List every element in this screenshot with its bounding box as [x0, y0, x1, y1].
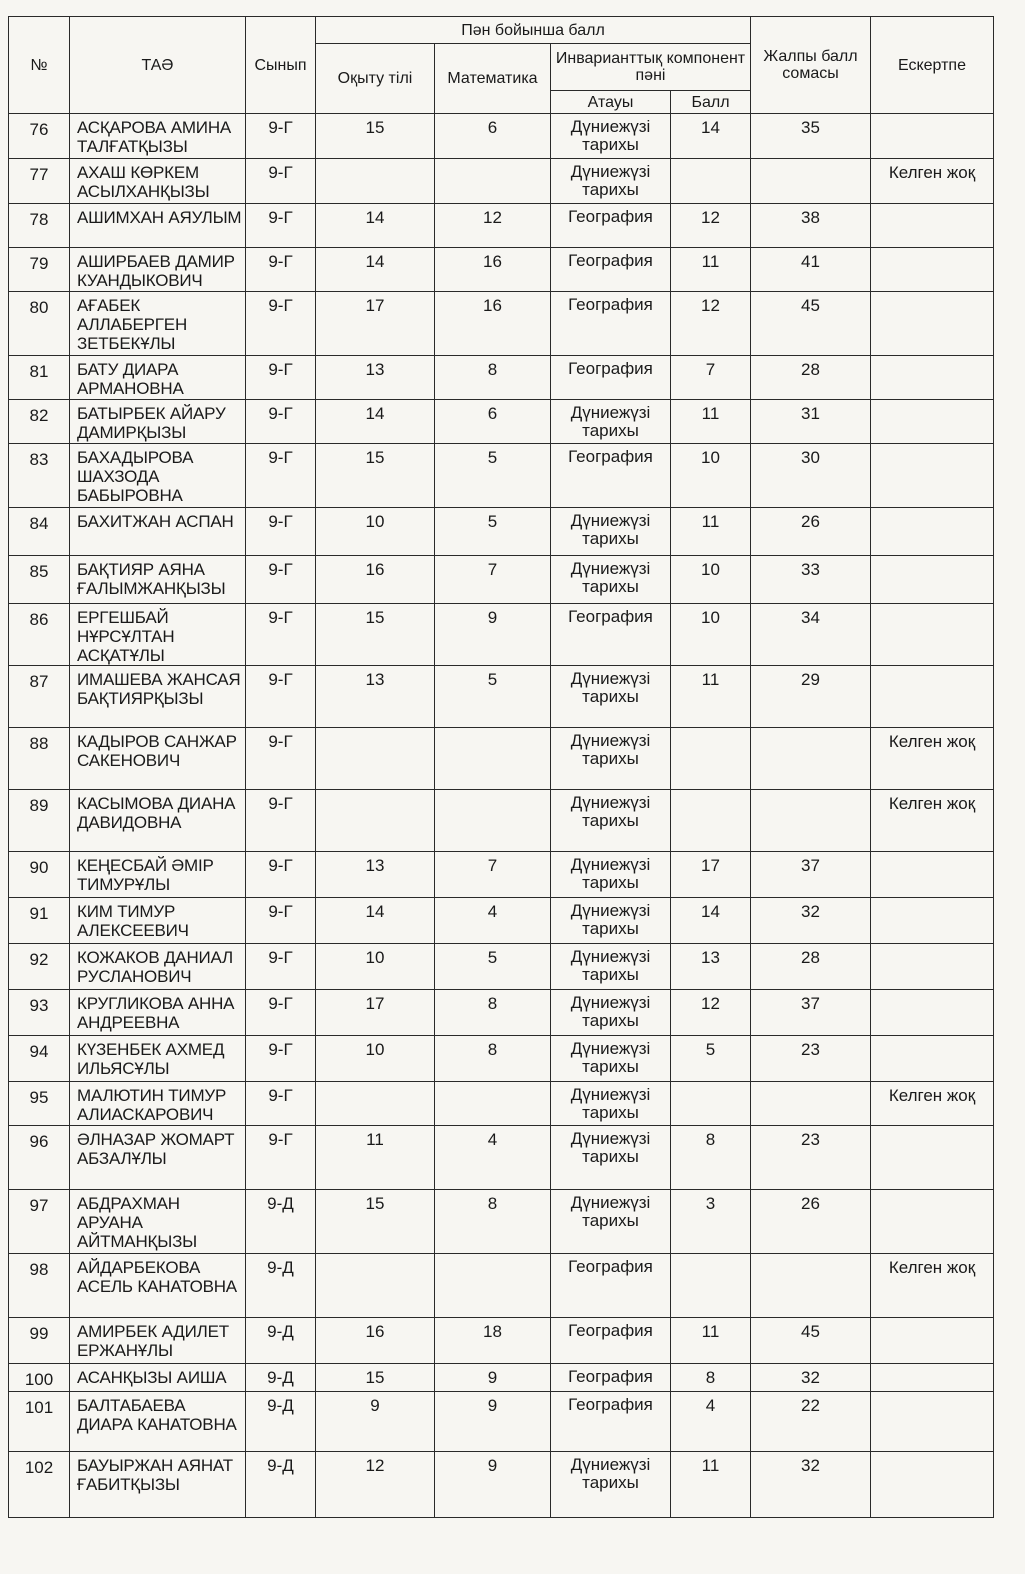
language-score: 17: [316, 990, 435, 1036]
invariant-subject: География: [551, 1392, 671, 1452]
total-score: 41: [751, 248, 871, 292]
language-score: 14: [316, 204, 435, 248]
math-score: 7: [435, 556, 551, 604]
invariant-subject: География: [551, 248, 671, 292]
row-number: 83: [9, 444, 70, 508]
language-score: 15: [316, 1364, 435, 1392]
total-score: 28: [751, 944, 871, 990]
row-number: 90: [9, 852, 70, 898]
class-cell: 9-Г: [246, 604, 316, 666]
language-score: 10: [316, 944, 435, 990]
note-cell: [871, 1036, 994, 1082]
table-row: [9, 990, 994, 1036]
row-number: 77: [9, 159, 70, 204]
math-score: 6: [435, 400, 551, 444]
invariant-subject: Дүниежүзі тарихы: [551, 790, 671, 852]
invariant-score: 11: [671, 400, 751, 444]
math-score: 9: [435, 604, 551, 666]
row-number: 81: [9, 356, 70, 400]
table-row: [9, 944, 994, 990]
total-score: 22: [751, 1392, 871, 1452]
invariant-subject: География: [551, 1318, 671, 1364]
invariant-subject: Дүниежүзі тарихы: [551, 114, 671, 159]
language-score: 16: [316, 1318, 435, 1364]
class-cell: 9-Г: [246, 204, 316, 248]
student-name: ӘЛНАЗАР ЖОМАРТ АБЗАЛҰЛЫ: [70, 1126, 246, 1190]
row-number: 84: [9, 508, 70, 556]
row-number: 87: [9, 666, 70, 728]
total-score: 30: [751, 444, 871, 508]
row-number: 100: [9, 1364, 70, 1392]
math-score: [435, 159, 551, 204]
student-name: БАТУ ДИАРА АРМАНОВНА: [70, 356, 246, 400]
language-score: 15: [316, 444, 435, 508]
student-name: АЙДАРБЕКОВА АСЕЛЬ КАНАТОВНА: [70, 1254, 246, 1318]
total-score: 29: [751, 666, 871, 728]
language-score: 15: [316, 1190, 435, 1254]
table-row: [9, 1318, 994, 1364]
note-cell: [871, 508, 994, 556]
note-cell: [871, 1126, 994, 1190]
invariant-score: [671, 1082, 751, 1126]
total-score: 37: [751, 852, 871, 898]
row-number: 102: [9, 1452, 70, 1518]
student-name: АСҚАРОВА АМИНА ТАЛҒАТҚЫЗЫ: [70, 114, 246, 159]
language-score: 17: [316, 292, 435, 356]
invariant-subject: География: [551, 204, 671, 248]
math-score: 9: [435, 1452, 551, 1518]
invariant-score: 11: [671, 666, 751, 728]
invariant-subject: Дүниежүзі тарихы: [551, 1190, 671, 1254]
invariant-score: 14: [671, 898, 751, 944]
row-number: 92: [9, 944, 70, 990]
math-score: 7: [435, 852, 551, 898]
invariant-subject: Дүниежүзі тарихы: [551, 508, 671, 556]
math-score: 4: [435, 898, 551, 944]
language-score: 16: [316, 556, 435, 604]
student-name: БАҚТИЯР АЯНА ҒАЛЫМЖАНҚЫЗЫ: [70, 556, 246, 604]
math-score: 12: [435, 204, 551, 248]
language-score: 10: [316, 1036, 435, 1082]
note-cell: Келген жоқ: [871, 1082, 994, 1126]
language-score: 11: [316, 1126, 435, 1190]
student-name: КРУГЛИКОВА АННА АНДРЕЕВНА: [70, 990, 246, 1036]
table-row: [9, 728, 994, 790]
note-cell: [871, 400, 994, 444]
class-cell: 9-Г: [246, 556, 316, 604]
invariant-subject: Дүниежүзі тарихы: [551, 852, 671, 898]
row-number: 96: [9, 1126, 70, 1190]
total-score: [751, 159, 871, 204]
student-name: КАСЫМОВА ДИАНА ДАВИДОВНА: [70, 790, 246, 852]
total-score: 32: [751, 1364, 871, 1392]
student-name: БАЛТАБАЕВА ДИАРА КАНАТОВНА: [70, 1392, 246, 1452]
table-row: [9, 204, 994, 248]
student-name: ЕРГЕШБАЙ НҰРСҰЛТАН АСҚАТҰЛЫ: [70, 604, 246, 666]
table-row: [9, 852, 994, 898]
header-total: Жалпы балл сомасы: [751, 17, 871, 114]
total-score: 23: [751, 1126, 871, 1190]
row-number: 82: [9, 400, 70, 444]
math-score: 8: [435, 990, 551, 1036]
language-score: 13: [316, 356, 435, 400]
note-cell: [871, 114, 994, 159]
total-score: 32: [751, 1452, 871, 1518]
results-sheet: [8, 16, 993, 1518]
invariant-score: 8: [671, 1364, 751, 1392]
invariant-score: 4: [671, 1392, 751, 1452]
invariant-subject: География: [551, 1254, 671, 1318]
student-name: ИМАШЕВА ЖАНСАЯ БАҚТИЯРҚЫЗЫ: [70, 666, 246, 728]
language-score: 14: [316, 400, 435, 444]
note-cell: Келген жоқ: [871, 159, 994, 204]
header-no: №: [9, 17, 70, 114]
math-score: 6: [435, 114, 551, 159]
student-name: КҮЗЕНБЕК АХМЕД ИЛЬЯСҰЛЫ: [70, 1036, 246, 1082]
math-score: [435, 1082, 551, 1126]
note-cell: [871, 204, 994, 248]
header-invariant-score: Балл: [671, 91, 751, 114]
header-note: Ескертпе: [871, 17, 994, 114]
table-header: [9, 17, 994, 114]
math-score: 5: [435, 944, 551, 990]
student-name: АШИМХАН АЯУЛЫМ: [70, 204, 246, 248]
results-table: [8, 16, 994, 1518]
total-score: 32: [751, 898, 871, 944]
total-score: 28: [751, 356, 871, 400]
language-score: [316, 159, 435, 204]
table-row: [9, 898, 994, 944]
total-score: 26: [751, 1190, 871, 1254]
note-cell: [871, 990, 994, 1036]
invariant-score: 8: [671, 1126, 751, 1190]
invariant-score: 10: [671, 444, 751, 508]
note-cell: [871, 1364, 994, 1392]
math-score: [435, 790, 551, 852]
table-row: [9, 444, 994, 508]
student-name: КИМ ТИМУР АЛЕКСЕЕВИЧ: [70, 898, 246, 944]
invariant-subject: Дүниежүзі тарихы: [551, 556, 671, 604]
invariant-score: 11: [671, 1318, 751, 1364]
invariant-score: 12: [671, 292, 751, 356]
note-cell: [871, 556, 994, 604]
math-score: 5: [435, 508, 551, 556]
row-number: 86: [9, 604, 70, 666]
invariant-score: 12: [671, 204, 751, 248]
row-number: 97: [9, 1190, 70, 1254]
invariant-subject: Дүниежүзі тарихы: [551, 666, 671, 728]
invariant-score: 14: [671, 114, 751, 159]
row-number: 76: [9, 114, 70, 159]
row-number: 85: [9, 556, 70, 604]
note-cell: Келген жоқ: [871, 1254, 994, 1318]
student-name: АСАНҚЫЗЫ АИША: [70, 1364, 246, 1392]
total-score: [751, 728, 871, 790]
table-row: [9, 159, 994, 204]
note-cell: Келген жоқ: [871, 790, 994, 852]
total-score: 37: [751, 990, 871, 1036]
table-row: [9, 604, 994, 666]
invariant-score: 5: [671, 1036, 751, 1082]
total-score: 35: [751, 114, 871, 159]
row-number: 94: [9, 1036, 70, 1082]
table-row: [9, 508, 994, 556]
class-cell: 9-Г: [246, 666, 316, 728]
class-cell: 9-Г: [246, 1082, 316, 1126]
invariant-score: 3: [671, 1190, 751, 1254]
language-score: 13: [316, 852, 435, 898]
note-cell: [871, 944, 994, 990]
student-name: КЕҢЕСБАЙ ӘМІР ТИМУРҰЛЫ: [70, 852, 246, 898]
invariant-subject: География: [551, 1364, 671, 1392]
invariant-score: 7: [671, 356, 751, 400]
invariant-score: 11: [671, 248, 751, 292]
note-cell: [871, 1318, 994, 1364]
row-number: 93: [9, 990, 70, 1036]
language-score: 15: [316, 604, 435, 666]
table-row: [9, 1392, 994, 1452]
total-score: [751, 1254, 871, 1318]
class-cell: 9-Г: [246, 356, 316, 400]
language-score: 10: [316, 508, 435, 556]
invariant-subject: Дүниежүзі тарихы: [551, 1036, 671, 1082]
row-number: 79: [9, 248, 70, 292]
language-score: 15: [316, 114, 435, 159]
math-score: 16: [435, 248, 551, 292]
math-score: 18: [435, 1318, 551, 1364]
class-cell: 9-Г: [246, 944, 316, 990]
header-name: ТАӘ: [70, 17, 246, 114]
math-score: 16: [435, 292, 551, 356]
language-score: 9: [316, 1392, 435, 1452]
table-row: [9, 790, 994, 852]
invariant-subject: Дүниежүзі тарихы: [551, 1082, 671, 1126]
class-cell: 9-Д: [246, 1318, 316, 1364]
header-math: Математика: [435, 44, 551, 114]
table-body: [9, 114, 994, 1518]
math-score: [435, 1254, 551, 1318]
table-row: [9, 1126, 994, 1190]
invariant-score: 12: [671, 990, 751, 1036]
student-name: АШИРБАЕВ ДАМИР КУАНДЫКОВИЧ: [70, 248, 246, 292]
note-cell: [871, 604, 994, 666]
note-cell: [871, 292, 994, 356]
language-score: [316, 1254, 435, 1318]
note-cell: [871, 898, 994, 944]
math-score: 8: [435, 1190, 551, 1254]
row-number: 78: [9, 204, 70, 248]
invariant-score: 10: [671, 604, 751, 666]
class-cell: 9-Г: [246, 1126, 316, 1190]
invariant-score: 11: [671, 1452, 751, 1518]
row-number: 95: [9, 1082, 70, 1126]
class-cell: 9-Г: [246, 508, 316, 556]
language-score: 13: [316, 666, 435, 728]
invariant-score: [671, 1254, 751, 1318]
invariant-score: 17: [671, 852, 751, 898]
language-score: [316, 790, 435, 852]
class-cell: 9-Г: [246, 790, 316, 852]
invariant-score: 10: [671, 556, 751, 604]
note-cell: [871, 852, 994, 898]
row-number: 91: [9, 898, 70, 944]
math-score: 9: [435, 1364, 551, 1392]
class-cell: 9-Г: [246, 400, 316, 444]
total-score: 33: [751, 556, 871, 604]
invariant-subject: География: [551, 356, 671, 400]
table-row: [9, 1452, 994, 1518]
invariant-score: [671, 790, 751, 852]
class-cell: 9-Д: [246, 1254, 316, 1318]
total-score: [751, 790, 871, 852]
header-class: Сынып: [246, 17, 316, 114]
student-name: АМИРБЕК АДИЛЕТ ЕРЖАНҰЛЫ: [70, 1318, 246, 1364]
invariant-subject: География: [551, 444, 671, 508]
row-number: 98: [9, 1254, 70, 1318]
header-invariant: Инварианттық компонент пәні: [551, 44, 751, 91]
total-score: 45: [751, 292, 871, 356]
note-cell: [871, 1452, 994, 1518]
invariant-subject: Дүниежүзі тарихы: [551, 990, 671, 1036]
table-row: [9, 666, 994, 728]
class-cell: 9-Г: [246, 1036, 316, 1082]
table-row: [9, 356, 994, 400]
invariant-score: [671, 159, 751, 204]
class-cell: 9-Д: [246, 1364, 316, 1392]
table-row: [9, 1082, 994, 1126]
total-score: 26: [751, 508, 871, 556]
invariant-score: 11: [671, 508, 751, 556]
language-score: [316, 728, 435, 790]
total-score: 31: [751, 400, 871, 444]
class-cell: 9-Г: [246, 159, 316, 204]
student-name: БАХИТЖАН АСПАН: [70, 508, 246, 556]
class-cell: 9-Г: [246, 292, 316, 356]
header-invariant-name: Атауы: [551, 91, 671, 114]
note-cell: [871, 248, 994, 292]
math-score: 4: [435, 1126, 551, 1190]
table-row: [9, 292, 994, 356]
student-name: АБДРАХМАН АРУАНА АЙТМАНҚЫЗЫ: [70, 1190, 246, 1254]
note-cell: [871, 666, 994, 728]
student-name: БАХАДЫРОВА ШАХЗОДА БАБЫРОВНА: [70, 444, 246, 508]
total-score: [751, 1082, 871, 1126]
invariant-subject: География: [551, 604, 671, 666]
invariant-subject: Дүниежүзі тарихы: [551, 159, 671, 204]
total-score: 23: [751, 1036, 871, 1082]
note-cell: [871, 1190, 994, 1254]
language-score: 12: [316, 1452, 435, 1518]
note-cell: [871, 444, 994, 508]
class-cell: 9-Г: [246, 114, 316, 159]
row-number: 88: [9, 728, 70, 790]
student-name: МАЛЮТИН ТИМУР АЛИАСКАРОВИЧ: [70, 1082, 246, 1126]
invariant-subject: Дүниежүзі тарихы: [551, 400, 671, 444]
language-score: 14: [316, 248, 435, 292]
class-cell: 9-Д: [246, 1190, 316, 1254]
table-row: [9, 114, 994, 159]
math-score: 8: [435, 1036, 551, 1082]
language-score: 14: [316, 898, 435, 944]
class-cell: 9-Д: [246, 1452, 316, 1518]
math-score: 9: [435, 1392, 551, 1452]
table-row: [9, 1254, 994, 1318]
invariant-score: [671, 728, 751, 790]
class-cell: 9-Д: [246, 1392, 316, 1452]
row-number: 99: [9, 1318, 70, 1364]
invariant-subject: Дүниежүзі тарихы: [551, 898, 671, 944]
invariant-subject: Дүниежүзі тарихы: [551, 944, 671, 990]
math-score: 8: [435, 356, 551, 400]
row-number: 89: [9, 790, 70, 852]
row-number: 80: [9, 292, 70, 356]
student-name: БАТЫРБЕК АЙАРУ ДАМИРҚЫЗЫ: [70, 400, 246, 444]
math-score: [435, 728, 551, 790]
class-cell: 9-Г: [246, 444, 316, 508]
math-score: 5: [435, 666, 551, 728]
math-score: 5: [435, 444, 551, 508]
student-name: БАУЫРЖАН АЯНАТ ҒАБИТҚЫЗЫ: [70, 1452, 246, 1518]
class-cell: 9-Г: [246, 898, 316, 944]
note-cell: [871, 356, 994, 400]
student-name: КАДЫРОВ САНЖАР САКЕНОВИЧ: [70, 728, 246, 790]
table-row: [9, 556, 994, 604]
table-row: [9, 1364, 994, 1392]
class-cell: 9-Г: [246, 852, 316, 898]
header-subject-score: Пән бойынша балл: [316, 17, 751, 44]
table-row: [9, 248, 994, 292]
invariant-subject: Дүниежүзі тарихы: [551, 1452, 671, 1518]
invariant-subject: География: [551, 292, 671, 356]
total-score: 38: [751, 204, 871, 248]
language-score: [316, 1082, 435, 1126]
table-row: [9, 1036, 994, 1082]
table-row: [9, 1190, 994, 1254]
invariant-subject: Дүниежүзі тарихы: [551, 1126, 671, 1190]
total-score: 34: [751, 604, 871, 666]
note-cell: Келген жоқ: [871, 728, 994, 790]
class-cell: 9-Г: [246, 248, 316, 292]
row-number: 101: [9, 1392, 70, 1452]
invariant-subject: Дүниежүзі тарихы: [551, 728, 671, 790]
note-cell: [871, 1392, 994, 1452]
student-name: КОЖАКОВ ДАНИАЛ РУСЛАНОВИЧ: [70, 944, 246, 990]
class-cell: 9-Г: [246, 990, 316, 1036]
header-language: Оқыту тілі: [316, 44, 435, 114]
student-name: АҒАБЕК АЛЛАБЕРГЕН ЗЕТБЕКҰЛЫ: [70, 292, 246, 356]
student-name: АХАШ КӨРКЕМ АСЫЛХАНҚЫЗЫ: [70, 159, 246, 204]
total-score: 45: [751, 1318, 871, 1364]
class-cell: 9-Г: [246, 728, 316, 790]
table-row: [9, 400, 994, 444]
invariant-score: 13: [671, 944, 751, 990]
